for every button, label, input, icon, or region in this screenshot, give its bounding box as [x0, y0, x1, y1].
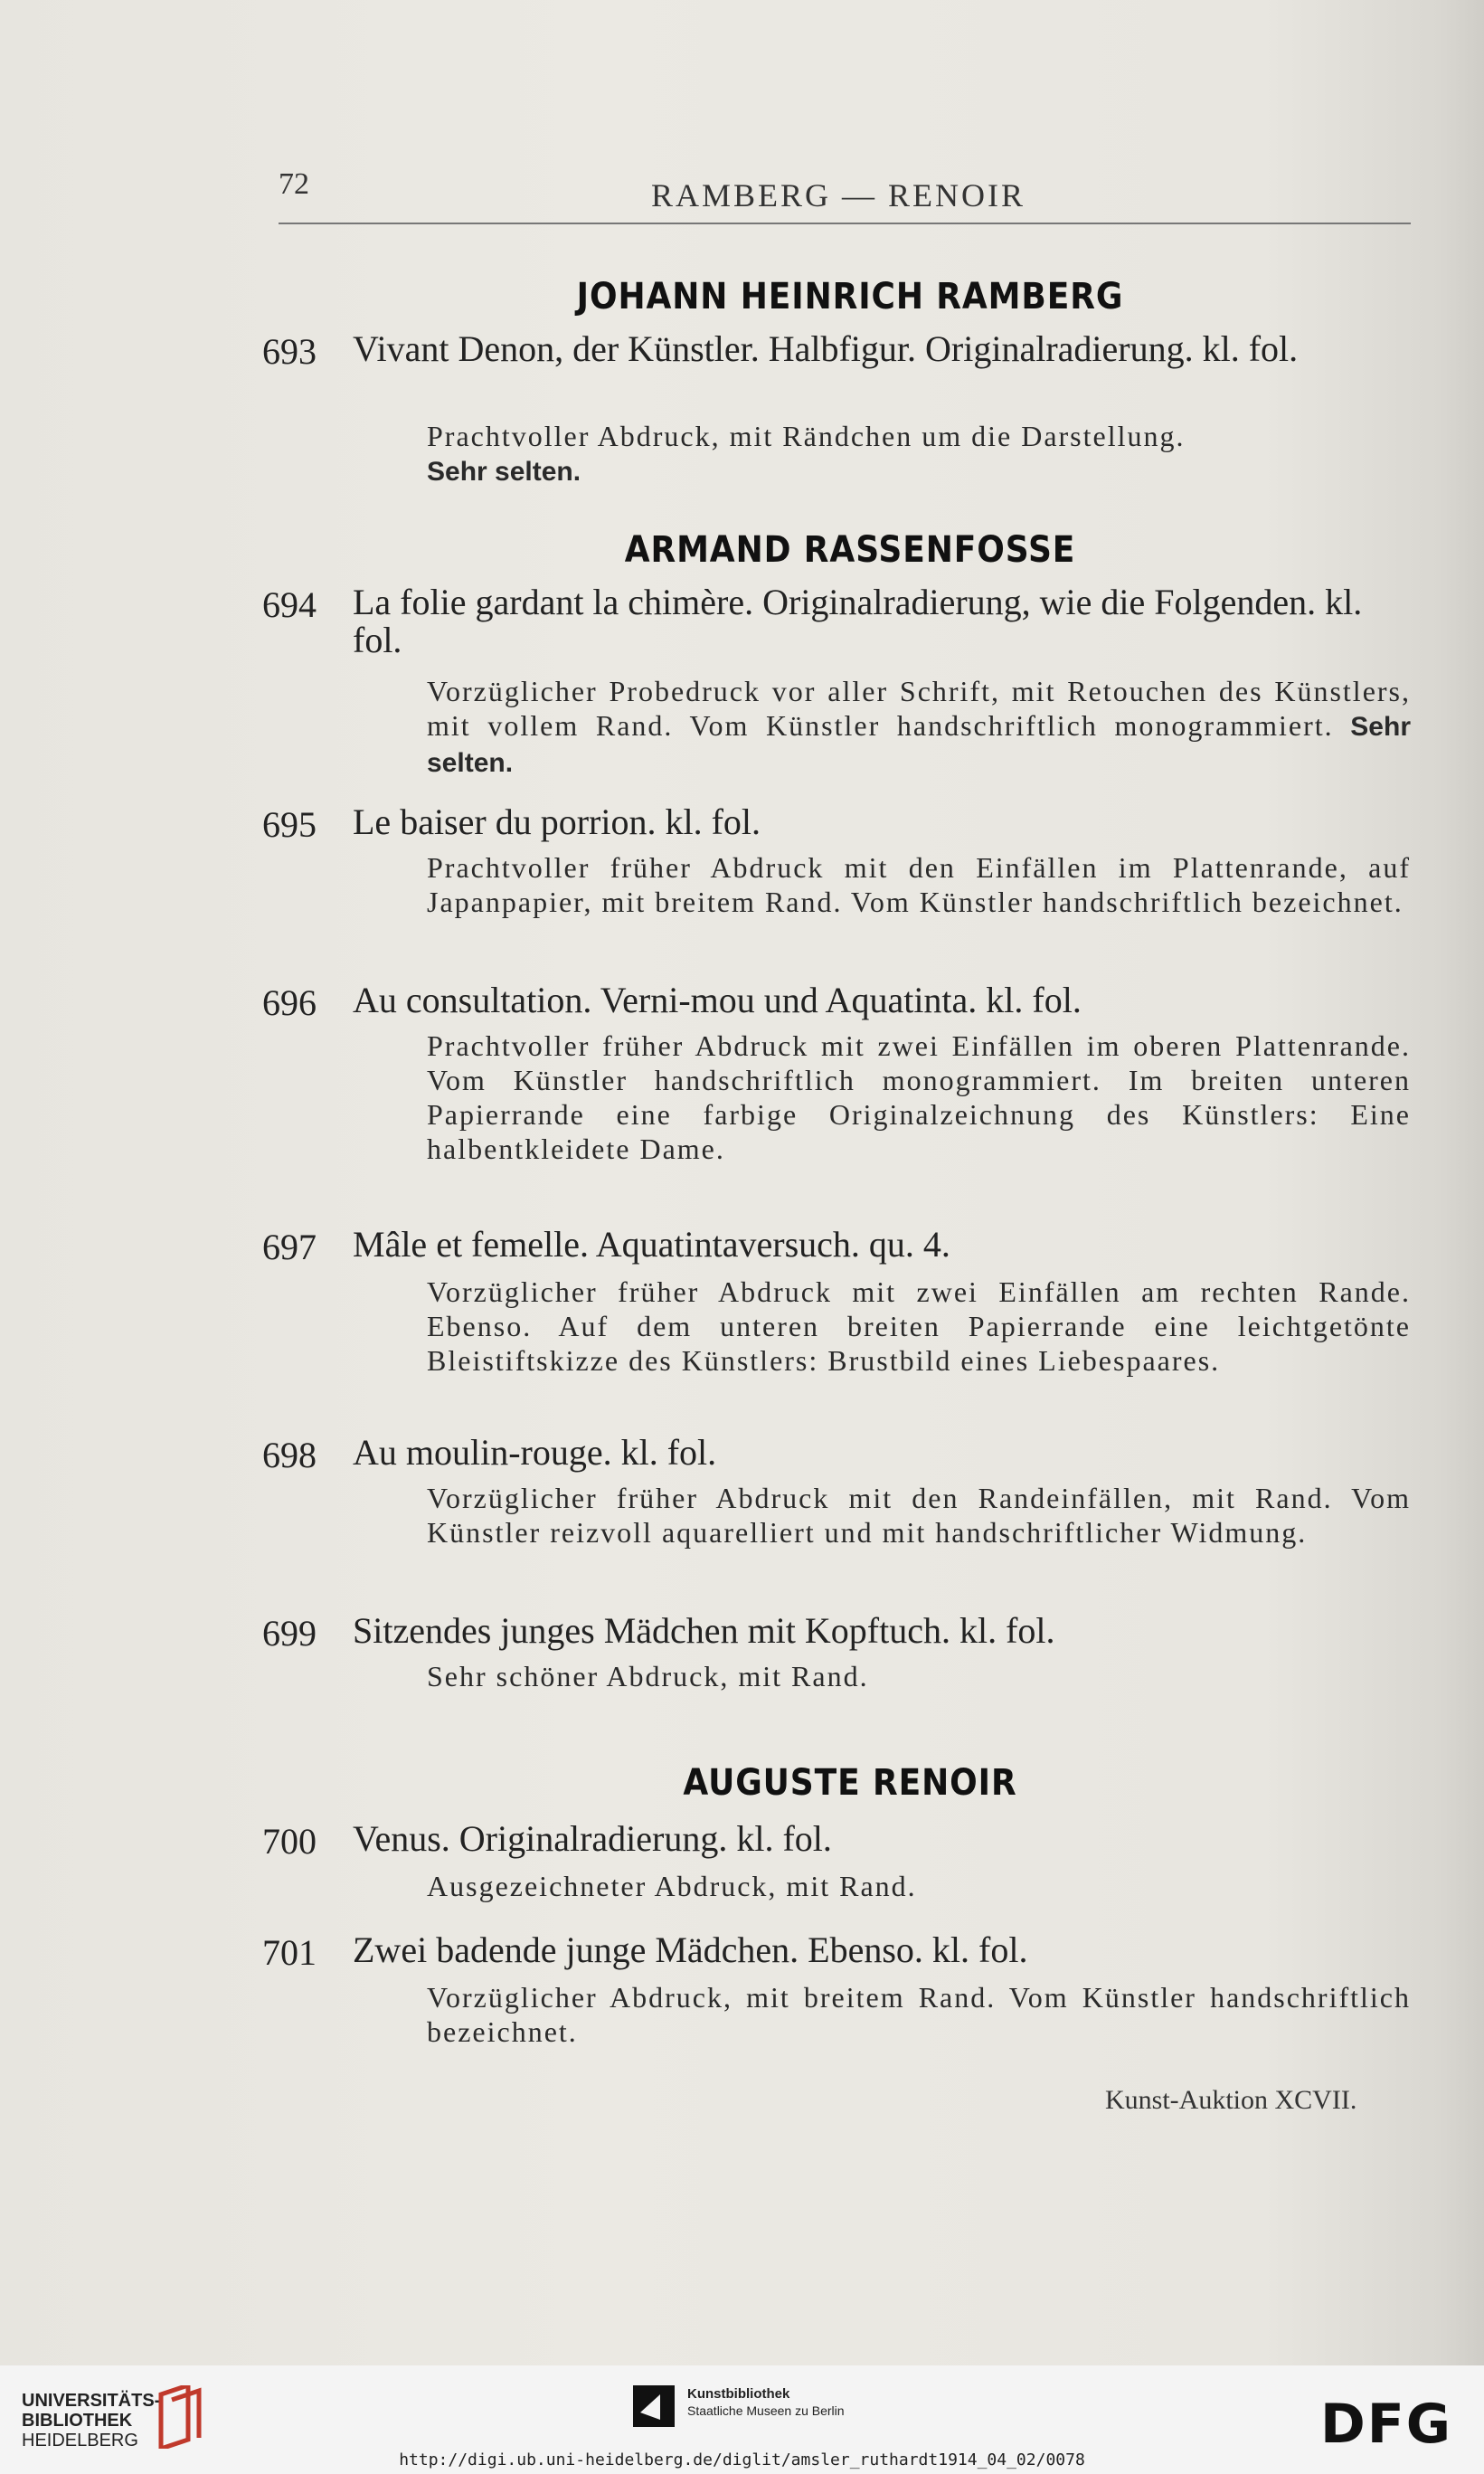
- entry-title: Sitzendes junges Mädchen mit Kopftuch. kl. fol.: [353, 1610, 1055, 1651]
- university-library-logo[interactable]: [22, 2391, 160, 2450]
- entry-description: [427, 674, 1411, 781]
- running-title: RAMBERG — RENOIR: [651, 177, 1026, 213]
- entry-title: Zwei badende junge Mädchen. Ebenso. kl. fol.: [353, 1929, 1028, 1970]
- kunstbibliothek-logo-icon: [633, 2385, 675, 2427]
- section-heading-renoir: AUGUSTE RENOIR: [683, 1762, 1017, 1804]
- entry-number: 700: [262, 1821, 317, 1862]
- entry-description: Vorzüglicher Abdruck, mit breitem Rand. Vom Künstler handschriftlich bezeichnet.: [427, 1981, 1411, 2048]
- entry-description: [427, 419, 1411, 489]
- entry-number: 694: [262, 584, 317, 625]
- permalink-url[interactable]: http://digi.ub.uni-heidelberg.de/diglit/amsler_ruthardt1914_04_02/0078: [399, 2450, 1085, 2469]
- library-name-line1: UNIVERSITÄTS-: [22, 2391, 161, 2411]
- library-name-line2: BIBLIOTHEK: [22, 2411, 133, 2431]
- entry-number: 699: [262, 1613, 317, 1654]
- entry-title: Au moulin-rouge. kl. fol.: [353, 1432, 717, 1473]
- entry-description: Vorzüglicher früher Abdruck mit zwei Einfällen am rechten Rande. Ebenso. Auf dem unteren breiten Papierrande eine leichtgetönte Bleistiftskizze des Künstlers: Brustbild eines Liebespaares.: [427, 1275, 1411, 1377]
- entry-number: 701: [262, 1932, 317, 1973]
- kb-name: Kunstbibliothek: [687, 2386, 790, 2402]
- page-number: 72: [279, 167, 309, 201]
- entry-description: Ausgezeichneter Abdruck, mit Rand.: [427, 1870, 917, 1902]
- entry-title: La folie gardant la chimère. Originalradierung, wie die Folgenden. kl. fol.: [353, 582, 1363, 660]
- entry-title: Venus. Originalradierung. kl. fol.: [353, 1818, 832, 1859]
- entry-description: Prachtvoller früher Abdruck mit zwei Einfällen im oberen Plattenrande. Vom Künstler handschriftlich monogrammiert. Im breiten unteren Papierrande eine farbige Originalzeichnung des Künstlers: Eine halbentkleidete Dame.: [427, 1029, 1411, 1165]
- kunstbibliothek-text: [687, 2385, 845, 2419]
- entry-number: 693: [262, 331, 317, 372]
- entry-note: Sehr selten.: [427, 712, 1411, 778]
- entry-description: Prachtvoller früher Abdruck mit den Einfällen im Plattenrande, auf Japanpapier, mit breitem Rand. Vom Künstler handschriftlich bezeichnet.: [427, 851, 1411, 918]
- section-heading-rassenfosse: ARMAND RASSENFOSSE: [624, 529, 1076, 571]
- entry-number: 698: [262, 1435, 317, 1475]
- viewer-footer: [0, 2365, 1484, 2474]
- header-rule: [279, 223, 1411, 224]
- entry-description-text: Prachtvoller Abdruck, mit Rändchen um die Darstellung.: [427, 420, 1186, 452]
- entry-description: Sehr schöner Abdruck, mit Rand.: [427, 1660, 869, 1692]
- catalog-footnote: Kunst-Auktion XCVII.: [1105, 2085, 1357, 2115]
- kb-subtitle: Staatliche Museen zu Berlin: [687, 2403, 845, 2418]
- entry-description: Vorzüglicher früher Abdruck mit den Randeinfällen, mit Rand. Vom Künstler reizvoll aquarelliert und mit handschriftlicher Widmung.: [427, 1482, 1411, 1549]
- entry-note: Sehr selten.: [427, 457, 581, 487]
- library-name-line3: HEIDELBERG: [22, 2431, 138, 2450]
- library-emblem-icon: [152, 2385, 204, 2449]
- entry-description-text: Vorzüglicher Probedruck vor aller Schrift, mit Retouchen des Künstlers, mit vollem Rand. Vom Künstler handschriftlich monogrammiert.: [427, 675, 1411, 742]
- entry-title: Le baiser du porrion. kl. fol.: [353, 801, 761, 842]
- entry-number: 696: [262, 982, 317, 1023]
- dfg-logo[interactable]: DFG: [1320, 2393, 1453, 2456]
- entry-number: 697: [262, 1227, 317, 1267]
- entry-title: Mâle et femelle. Aquatintaversuch. qu. 4.: [353, 1224, 950, 1265]
- entry-title: Au consultation. Verni-mou und Aquatinta. kl. fol.: [353, 980, 1082, 1020]
- entry-title: Vivant Denon, der Künstler. Halbfigur. Originalradierung. kl. fol.: [353, 328, 1299, 369]
- entry-number: 695: [262, 804, 317, 845]
- section-heading-ramberg: JOHANN HEINRICH RAMBERG: [576, 276, 1124, 318]
